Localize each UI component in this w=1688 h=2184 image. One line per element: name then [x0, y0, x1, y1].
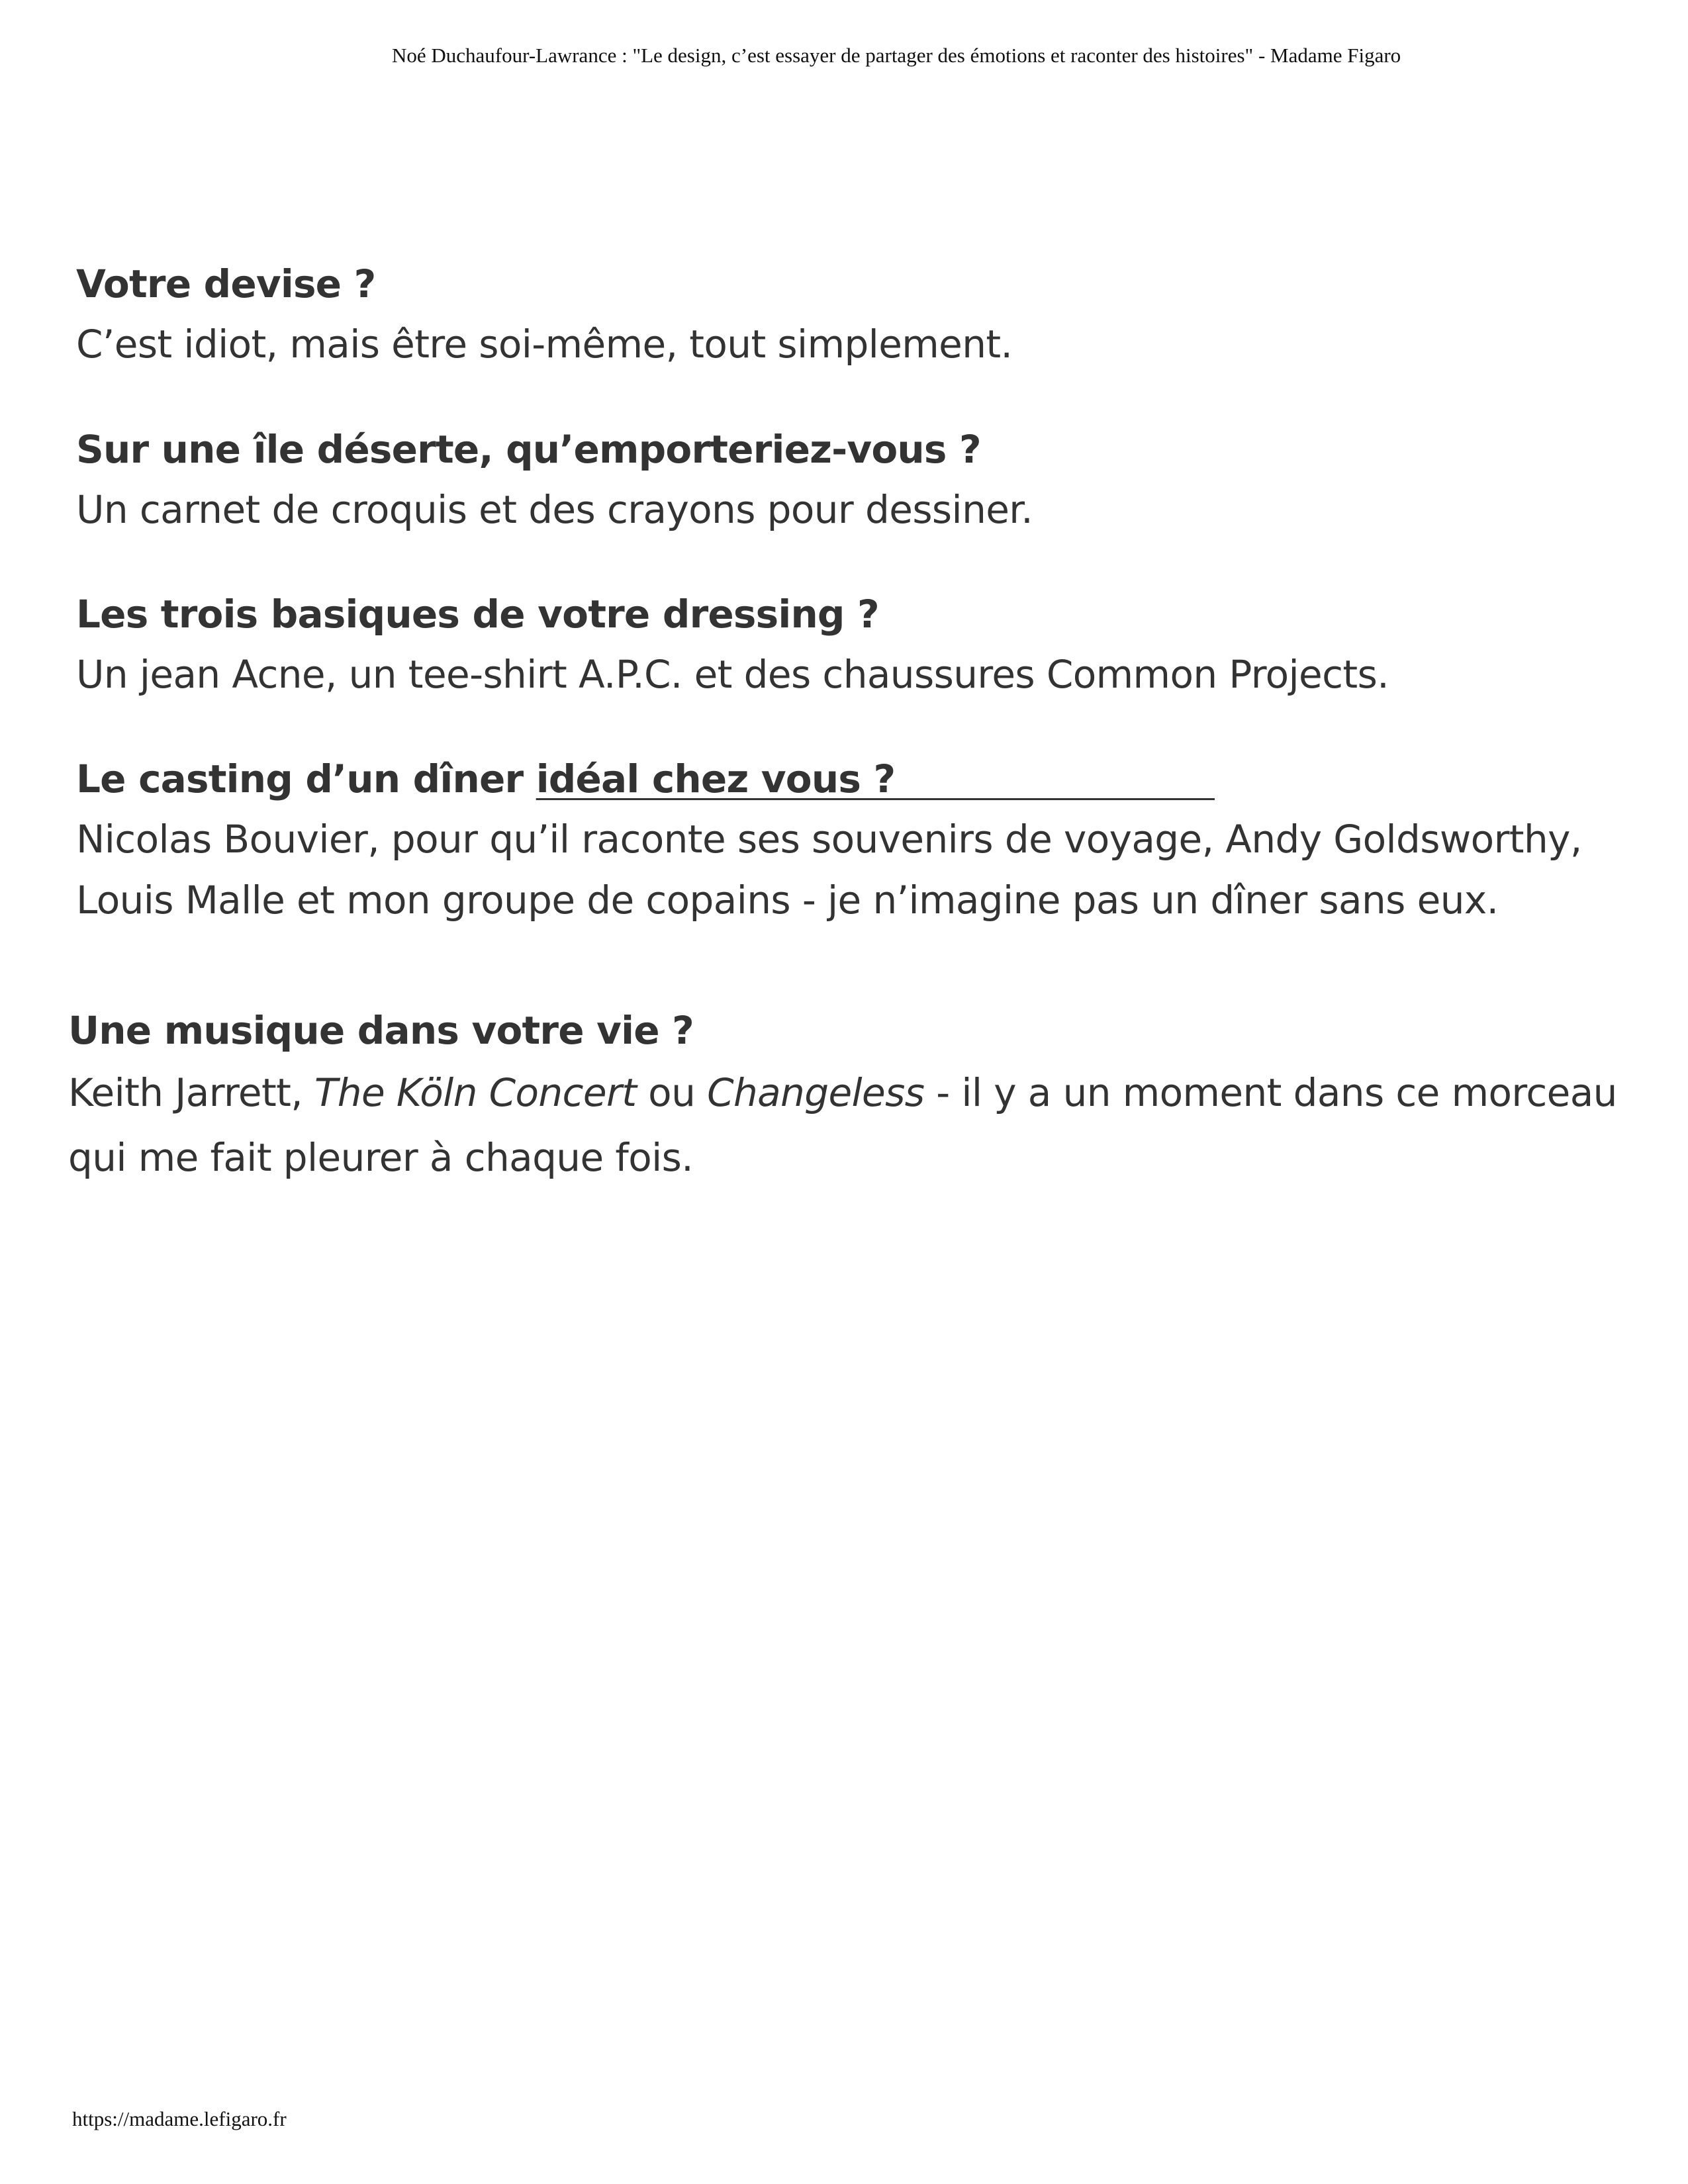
answer-musique-text-3: - il y a un moment dans ce morceau	[924, 1070, 1617, 1115]
question-diner-rule	[895, 798, 1215, 800]
question-devise: Votre devise ?	[76, 261, 376, 306]
answer-musique-text-2: ou	[636, 1070, 708, 1115]
question-ile-deserte: Sur une île déserte, qu’emporteriez-vous ?	[76, 427, 981, 472]
question-diner	[76, 749, 1625, 809]
qa-item-ile-deserte	[76, 420, 1625, 540]
qa-item-musique	[68, 1001, 1617, 1190]
answer-diner-line-2: Louis Malle et mon groupe de copains - je n’imagine pas un dîner sans eux.	[76, 878, 1499, 923]
answer-musique-line-2: qui me fait pleurer à chaque fois.	[68, 1135, 694, 1180]
answer-ile-deserte: Un carnet de croquis et des crayons pour dessiner.	[76, 487, 1033, 532]
answer-devise: C’est idiot, mais être soi-même, tout simplement.	[76, 322, 1013, 367]
album-title-changeless: Changeless	[707, 1070, 925, 1115]
qa-item-dressing	[76, 584, 1625, 705]
qa-item-diner	[76, 749, 1625, 931]
answer-diner-line-1: Nicolas Bouvier, pour qu’il raconte ses souvenirs de voyage, Andy Goldsworthy,	[76, 817, 1582, 862]
qa-item-devise	[76, 254, 1625, 375]
album-title-koln-concert: The Köln Concert	[314, 1070, 637, 1115]
answer-dressing: Un jean Acne, un tee-shirt A.P.C. et des chaussures Common Projects.	[76, 652, 1389, 697]
question-diner-start: Le casting d’un dîner	[76, 756, 536, 801]
question-dressing: Les trois basiques de votre dressing ?	[76, 592, 879, 637]
question-diner-underlined: idéal chez vous ?	[536, 756, 896, 801]
question-musique: Une musique dans votre vie ?	[68, 1008, 694, 1053]
page-header-title: Noé Duchaufour-Lawrance : "Le design, c’est essayer de partager des émotions et raconter des histoires" - Madame Figaro	[392, 44, 1401, 67]
answer-musique-text-1: Keith Jarrett,	[68, 1070, 314, 1115]
answer-musique-line-1	[68, 1060, 1617, 1125]
page-footer-url: https://madame.lefigaro.fr	[72, 2107, 287, 2130]
